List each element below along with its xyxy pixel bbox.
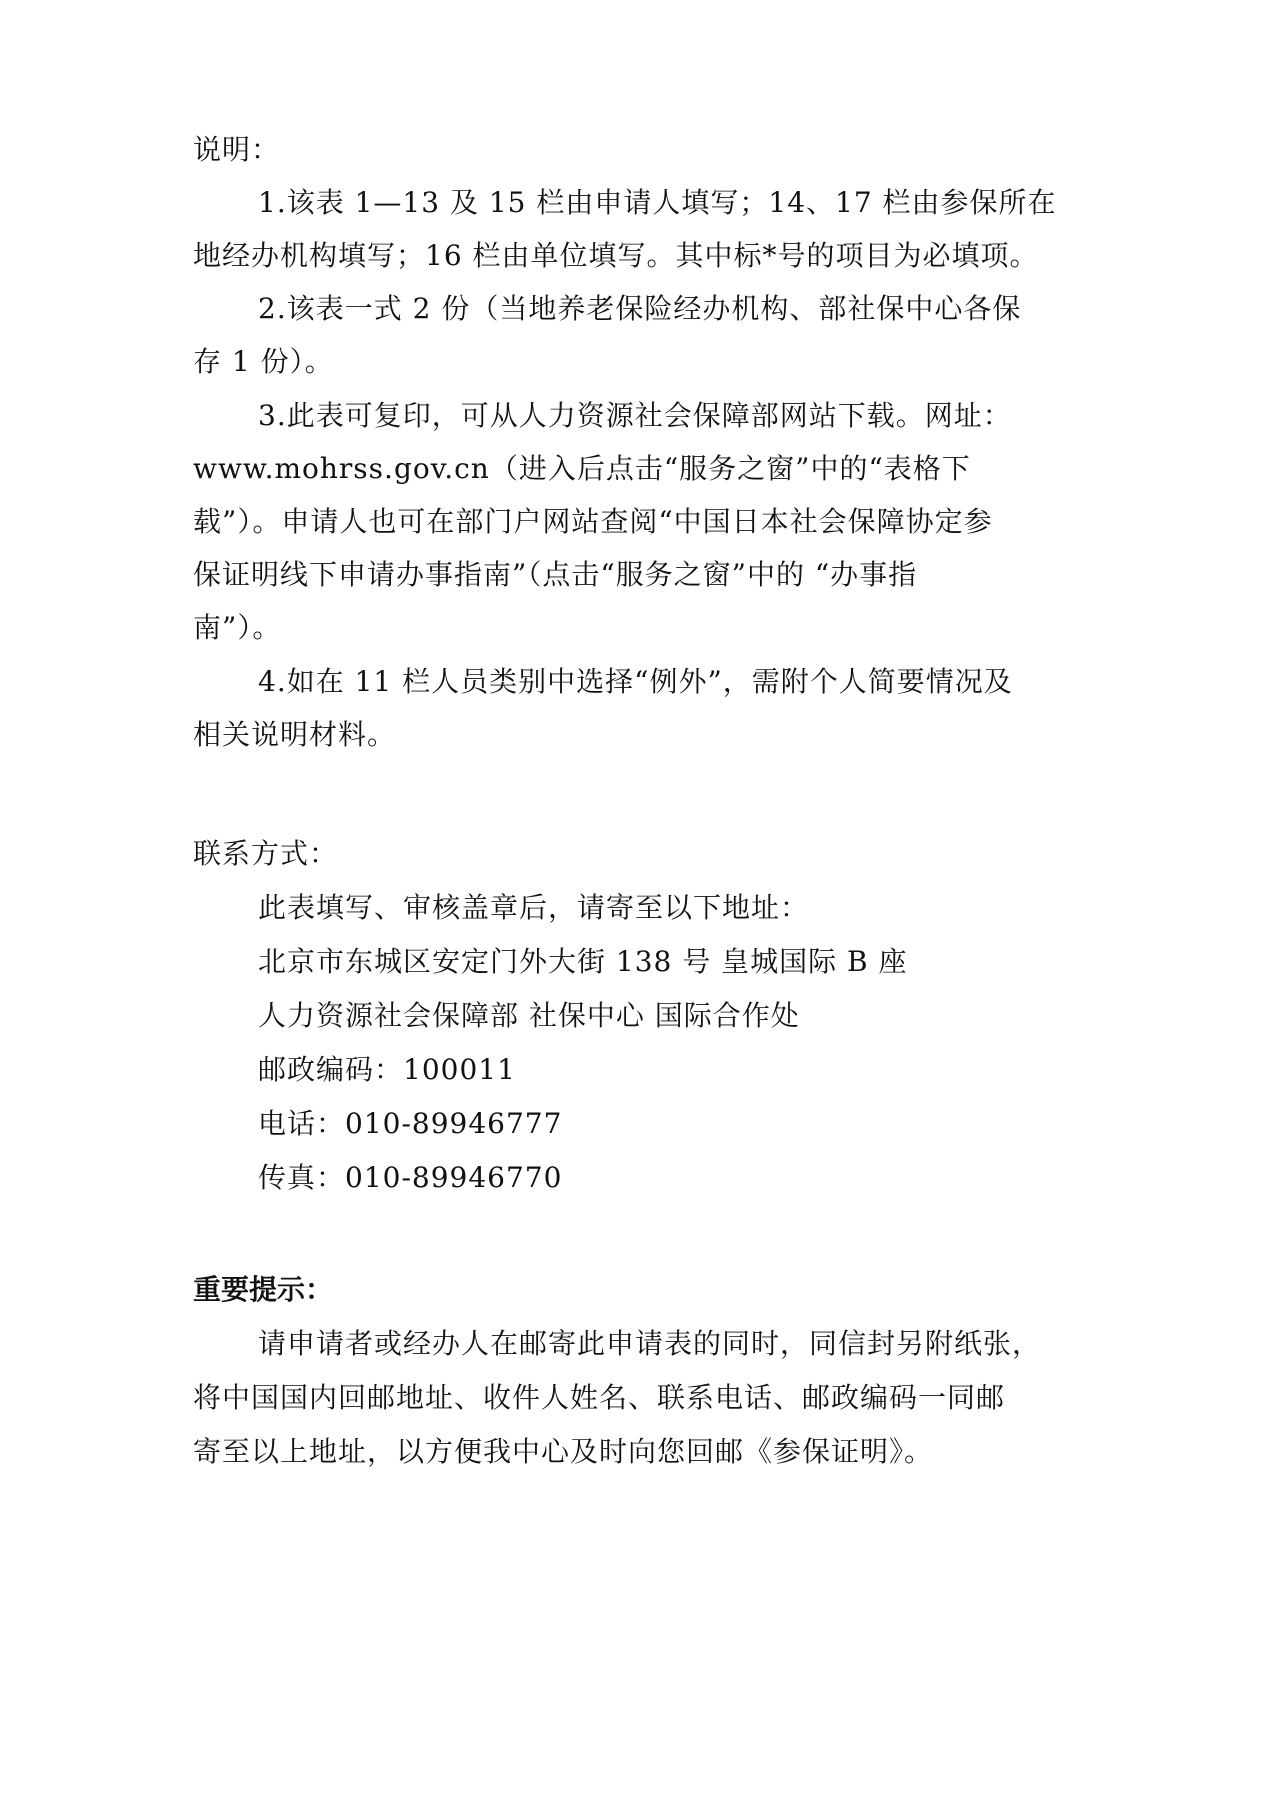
important-line-2: 将中国国内回邮地址、收件人姓名、联系电话、邮政编码一同邮 (193, 1381, 1006, 1414)
important-line-1: 请申请者或经办人在邮寄此申请表的同时，同信封另附纸张， (258, 1327, 1042, 1360)
notes-line-3: 2.该表一式 2 份（当地养老保险经办机构、部社保中心各保 (258, 292, 1022, 325)
contact-heading: 联系方式： (193, 837, 339, 870)
notes-line-2: 地经办机构填写；16 栏由单位填写。其中标*号的项目为必填项。 (193, 239, 1039, 272)
notes-line-5: 3.此表可复印，可从人力资源社会保障部网站下载。网址： (258, 399, 1012, 432)
important-heading: 重要提示： (193, 1273, 334, 1306)
notes-line-6-url: www.mohrss.gov.cn（进入后点击“服务之窗”中的“表格下 (193, 452, 971, 485)
notes-line-10: 4.如在 11 栏人员类别中选择“例外”，需附个人简要情况及 (258, 665, 1013, 698)
contact-postal-code: 邮政编码：100011 (258, 1053, 516, 1086)
contact-fax: 传真：010-89946770 (258, 1161, 563, 1194)
notes-heading: 说明： (193, 133, 281, 166)
important-line-3: 寄至以上地址，以方便我中心及时向您回邮《参保证明》。 (193, 1435, 934, 1468)
notes-line-1: 1.该表 1—13 及 15 栏由申请人填写；14、17 栏由参保所在 (258, 186, 1057, 219)
contact-intro: 此表填写、审核盖章后，请寄至以下地址： (258, 891, 810, 924)
contact-organization: 人力资源社会保障部 社保中心 国际合作处 (258, 999, 800, 1032)
notes-line-11: 相关说明材料。 (193, 718, 397, 751)
contact-address: 北京市东城区安定门外大街 138 号 皇城国际 B 座 (258, 945, 908, 978)
notes-line-7: 载”）。申请人也可在部门户网站查阅“中国日本社会保障协定参 (193, 505, 993, 538)
notes-line-9: 南”）。 (193, 611, 282, 644)
notes-line-4: 存 1 份）。 (193, 345, 334, 378)
contact-phone: 电话：010-89946777 (258, 1107, 563, 1140)
notes-line-8: 保证明线下申请办事指南”（点击“服务之窗”中的 “办事指 (193, 558, 918, 591)
